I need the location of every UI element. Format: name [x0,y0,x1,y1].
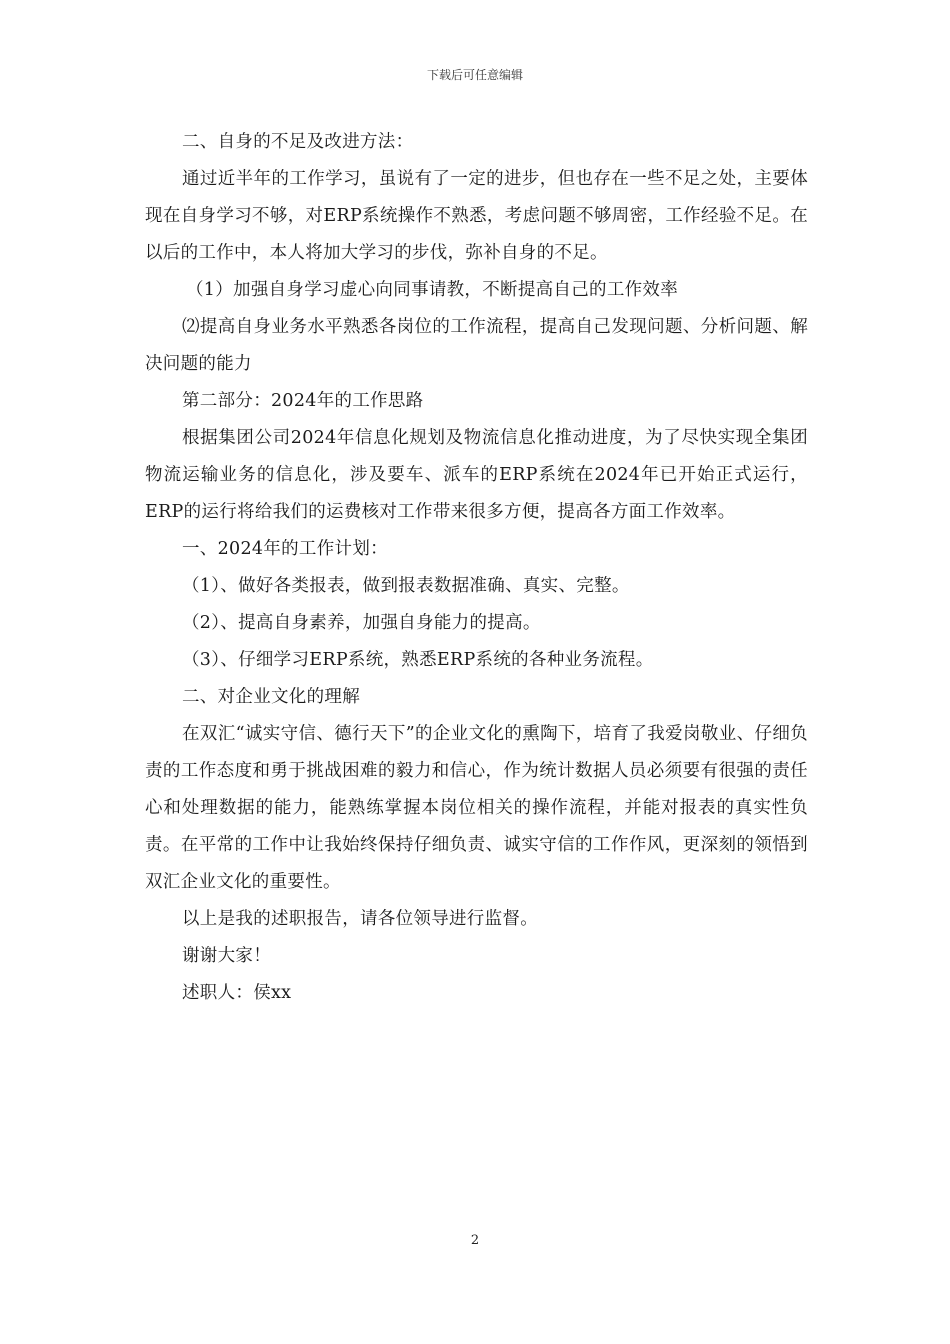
paragraph-closing: 以上是我的述职报告，请各位领导进行监督。 [182,909,538,929]
paragraph-work-plan-heading: 一、2024年的工作计划： [182,539,388,559]
document-body [145,124,808,1012]
paragraph-culture-heading: 二、对企业文化的理解 [182,687,360,707]
paragraph-improvement-1: （1）加强自身学习虚心向同事请教，不断提高自己的工作效率 [186,280,679,300]
paragraph-shortcomings-detail: 通过近半年的工作学习，虽说有了一定的进步，但也存在一些不足之处，主要体现在自身学习不够，对ERP系统操作不熟悉，考虑问题不够周密，工作经验不足。在以后的工作中，本人将加大学习的步伐，弥补自身的不足。 [145,169,808,263]
paragraph-plan-item-2: （2）、提高自身素养，加强自身能力的提高。 [182,613,541,633]
paragraph-signature: 述职人：侯xx [182,983,292,1003]
paragraph-part-two-heading: 第二部分：2024年的工作思路 [182,391,424,411]
page-header: 下载后可任意编辑 [426,68,523,82]
paragraph-thanks: 谢谢大家！ [182,946,271,966]
paragraph-improvement-2: ⑵提高自身业务水平熟悉各岗位的工作流程，提高自己发现问题、分析问题、解决问题的能力 [145,317,808,374]
paragraph-erp-plan: 根据集团公司2024年信息化规划及物流信息化推动进度，为了尽快实现全集团物流运输业务的信息化，涉及要车、派车的ERP系统在2024年已开始正式运行，ERP的运行将给我们的运费核对工作带来很多方便，提高各方面工作效率。 [145,428,808,522]
paragraph-plan-item-1: （1）、做好各类报表，做到报表数据准确、真实、完整。 [182,576,630,596]
paragraph-plan-item-3: （3）、仔细学习ERP系统，熟悉ERP系统的各种业务流程。 [182,650,654,670]
paragraph-heading-shortcomings: 二、自身的不足及改进方法： [182,132,414,152]
page-number: 2 [470,1233,480,1248]
paragraph-culture-detail: 在双汇“诚实守信、德行天下”的企业文化的熏陶下，培育了我爱岗敬业、仔细负责的工作态度和勇于挑战困难的毅力和信心，作为统计数据人员必须要有很强的责任心和处理数据的能力，能熟练掌握本岗位相关的操作流程，并能对报表的真实性负责。在平常的工作中让我始终保持仔细负责、诚实守信的工作作风，更深刻的领悟到双汇企业文化的重要性。 [145,724,808,892]
